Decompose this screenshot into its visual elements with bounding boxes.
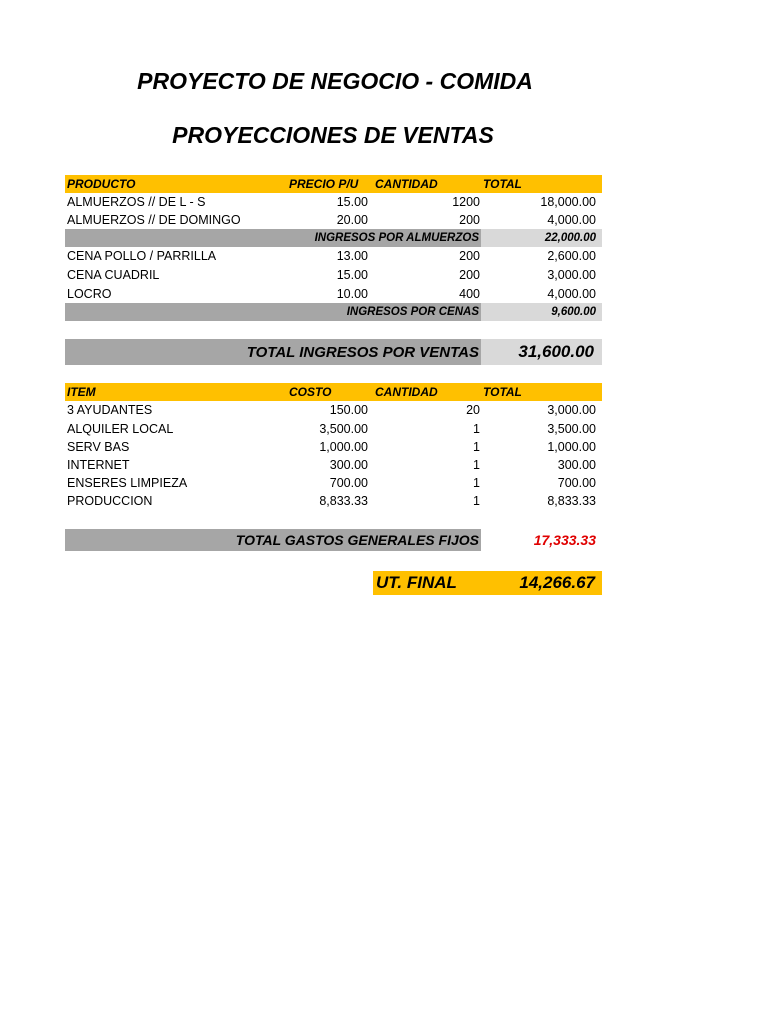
item-qty: 1	[473, 476, 480, 490]
table-row	[65, 492, 602, 510]
subtotal-almuerzos-value: 22,000.00	[544, 232, 596, 244]
col-header-producto: PRODUCTO	[67, 177, 136, 191]
document-title: PROYECTO DE NEGOCIO - COMIDA	[137, 68, 533, 94]
product-qty: 200	[459, 249, 480, 263]
item-total: 8,833.33	[547, 494, 596, 508]
item-name: SERV BAS	[67, 440, 130, 454]
total-gastos-row	[65, 529, 602, 551]
table-row	[65, 285, 602, 303]
item-total: 700.00	[557, 476, 596, 490]
col-header-total: TOTAL	[483, 177, 522, 191]
item-total: 1,000.00	[547, 440, 596, 454]
total-ingresos-label: TOTAL INGRESOS POR VENTAS	[246, 344, 479, 361]
utilidad-final-row	[373, 571, 602, 595]
table-row	[65, 247, 602, 265]
col-header-item: ITEM	[67, 385, 96, 399]
ventas-header-row	[65, 175, 602, 193]
col-header-total: TOTAL	[483, 385, 522, 399]
item-total: 3,000.00	[547, 403, 596, 417]
product-name: ALMUERZOS // DE L - S	[67, 195, 206, 209]
product-price: 13.00	[336, 249, 368, 263]
table-row	[65, 211, 602, 229]
product-qty: 200	[459, 268, 480, 282]
utilidad-final-value: 14,266.67	[519, 573, 595, 592]
subtotal-cenas-label: INGRESOS POR CENAS	[346, 306, 479, 318]
product-price: 10.00	[336, 287, 368, 301]
item-cost: 700.00	[329, 476, 368, 490]
document-subtitle: PROYECCIONES DE VENTAS	[172, 122, 494, 148]
product-total: 3,000.00	[547, 268, 596, 282]
total-gastos-value-box	[481, 529, 602, 551]
product-name: ALMUERZOS // DE DOMINGO	[67, 213, 241, 227]
subtotal-value-box	[481, 303, 602, 321]
product-total: 18,000.00	[540, 195, 596, 209]
col-header-precio: PRECIO P/U	[289, 177, 359, 191]
product-name: LOCRO	[67, 287, 112, 301]
subtotal-cenas-row	[65, 303, 602, 321]
total-gastos-value: 17,333.33	[533, 532, 596, 548]
table-row	[65, 420, 602, 438]
subtotal-value-box	[481, 229, 602, 247]
total-value-box	[481, 339, 602, 365]
product-total: 4,000.00	[547, 287, 596, 301]
item-cost: 300.00	[329, 458, 368, 472]
item-qty: 1	[473, 422, 480, 436]
utilidad-final-label: UT. FINAL	[376, 573, 457, 592]
product-price: 20.00	[336, 213, 368, 227]
item-total: 3,500.00	[547, 422, 596, 436]
item-name: ALQUILER LOCAL	[67, 422, 174, 436]
subtotal-almuerzos-row	[65, 229, 602, 247]
item-name: ENSERES LIMPIEZA	[67, 476, 188, 490]
item-cost: 150.00	[329, 403, 368, 417]
item-cost: 1,000.00	[319, 440, 368, 454]
table-row	[65, 266, 602, 284]
item-qty: 1	[473, 458, 480, 472]
table-row	[65, 193, 602, 211]
col-header-cantidad: CANTIDAD	[375, 385, 438, 399]
item-total: 300.00	[557, 458, 596, 472]
total-ingresos-value: 31,600.00	[518, 342, 594, 361]
product-name: CENA POLLO / PARRILLA	[67, 249, 217, 263]
item-cost: 8,833.33	[319, 494, 368, 508]
product-total: 2,600.00	[547, 249, 596, 263]
item-qty: 20	[466, 403, 480, 417]
col-header-cantidad: CANTIDAD	[375, 177, 438, 191]
product-qty: 200	[459, 213, 480, 227]
total-gastos-label: TOTAL GASTOS GENERALES FIJOS	[235, 532, 479, 548]
item-name: 3 AYUDANTES	[67, 403, 153, 417]
item-cost: 3,500.00	[319, 422, 368, 436]
table-row	[65, 401, 602, 419]
product-total: 4,000.00	[547, 213, 596, 227]
item-qty: 1	[473, 494, 480, 508]
item-name: PRODUCCION	[67, 494, 153, 508]
product-price: 15.00	[336, 268, 368, 282]
table-row	[65, 456, 602, 474]
product-name: CENA CUADRIL	[67, 268, 160, 282]
gastos-header-row	[65, 383, 602, 401]
subtotal-cenas-value: 9,600.00	[551, 306, 596, 318]
product-qty: 400	[459, 287, 480, 301]
table-row	[65, 474, 602, 492]
product-qty: 1200	[452, 195, 480, 209]
table-row	[65, 438, 602, 456]
item-name: INTERNET	[67, 458, 130, 472]
item-qty: 1	[473, 440, 480, 454]
col-header-costo: COSTO	[289, 385, 332, 399]
total-ingresos-row	[65, 339, 602, 365]
product-price: 15.00	[336, 195, 368, 209]
subtotal-almuerzos-label: INGRESOS POR ALMUERZOS	[314, 232, 479, 244]
